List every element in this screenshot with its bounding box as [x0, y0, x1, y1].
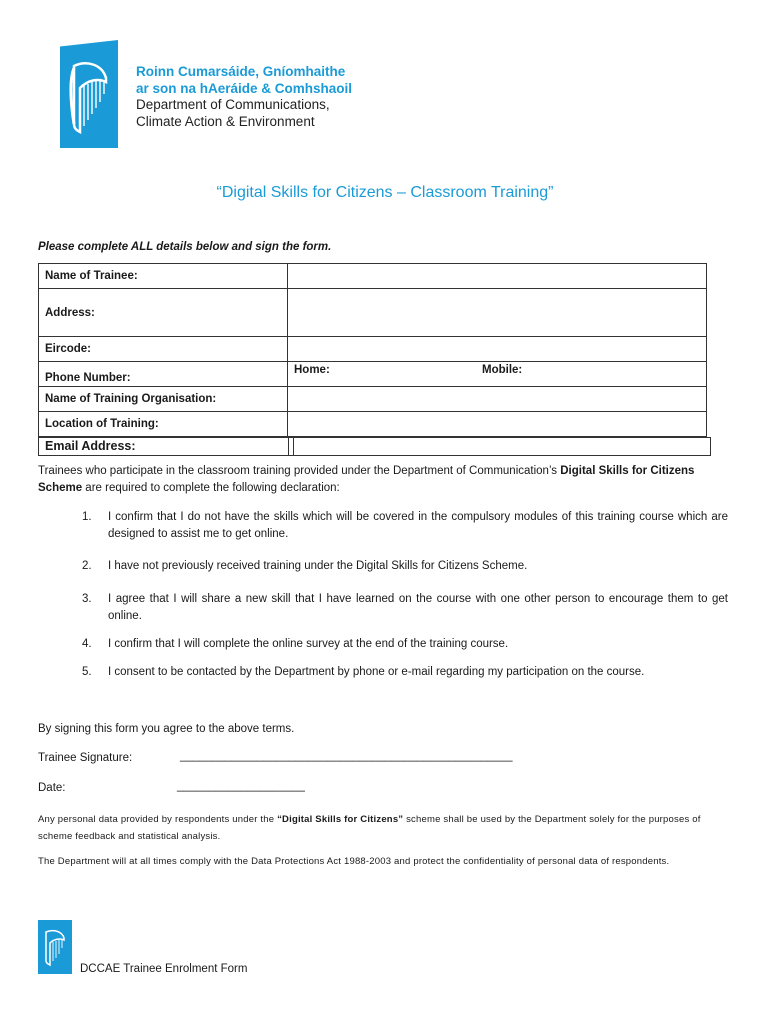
trainee-details-table [38, 263, 707, 437]
email-row [38, 437, 710, 456]
declaration-intro [38, 463, 728, 497]
eircode-label: Eircode: [39, 337, 288, 362]
dept-english-line1: Department of Communications, [136, 97, 330, 112]
email-field[interactable] [288, 437, 711, 456]
agree-text: By signing this form you agree to the above terms. [38, 723, 295, 735]
department-logo [60, 40, 118, 148]
address-field[interactable] [288, 289, 707, 337]
footer-text: DCCAE Trainee Enrolment Form [80, 963, 248, 975]
address-label: Address: [39, 289, 288, 337]
training-org-label: Name of Training Organisation: [39, 387, 288, 412]
declaration-item: 3. I agree that I will share a new skill that I have learned on the course with one other person to encourage them to get online. [82, 593, 728, 622]
department-name [136, 64, 352, 130]
date-label: Date: [38, 782, 66, 794]
dept-english-line2: Climate Action & Environment [136, 113, 315, 129]
footer-logo [38, 920, 72, 974]
name-label: Name of Trainee: [39, 264, 288, 289]
name-field[interactable] [288, 264, 707, 289]
declaration-item: 1. I confirm that I do not have the skills which will be covered in the compulsory modules of this training course which are designed to assist me to get online. [82, 511, 728, 540]
phone-field[interactable] [288, 362, 707, 387]
declaration-item: 5. I consent to be contacted by the Department by phone or e-mail regarding my participation on the course. [82, 666, 645, 678]
declaration-item: 2. I have not previously received training under the Digital Skills for Citizens Scheme. [82, 560, 528, 572]
mobile-phone-label: Mobile: [482, 364, 523, 376]
instruction-text: Please complete ALL details below and sign the form. [38, 241, 332, 253]
dept-irish-line2: ar son na hAeráide & Comhshaoil [136, 80, 353, 96]
declaration-item: 4. I confirm that I will complete the online survey at the end of the training course. [82, 638, 509, 650]
home-phone-label: Home: [294, 364, 330, 376]
training-location-field[interactable] [288, 412, 707, 437]
email-label: Email Address: [38, 437, 294, 456]
scheme-name: Digital Skills for Citizens Scheme [38, 465, 695, 494]
harp-icon [42, 928, 68, 968]
training-org-field[interactable] [288, 387, 707, 412]
phone-label: Phone Number: [39, 362, 288, 387]
dept-irish-line1: Roinn Cumarsáide, Gníomhaithe [136, 64, 346, 79]
date-field[interactable]: ____________________ [177, 780, 305, 792]
compliance-notice: The Department will at all times comply with the Data Protections Act 1988-2003 and protect the confidentiality of personal data of respondents. [38, 856, 670, 867]
harp-icon [66, 58, 112, 138]
privacy-notice: Any personal data provided by respondents under the “Digital Skills for Citizens” scheme shall be used by the Department solely for the purposes of scheme feedback and statistical analysis. [38, 814, 701, 842]
training-location-label: Location of Training: [39, 412, 288, 437]
intro-text-1: Trainees who participate in the classroom training provided under the Department of Communication’s [38, 465, 561, 477]
intro-text-2: are required to complete the following declaration: [82, 482, 340, 494]
page-title: “Digital Skills for Citizens – Classroom Training” [216, 184, 554, 201]
signature-field[interactable]: ____________________________________________________ [180, 750, 513, 762]
signature-label: Trainee Signature: [38, 752, 133, 764]
eircode-field[interactable] [288, 337, 707, 362]
